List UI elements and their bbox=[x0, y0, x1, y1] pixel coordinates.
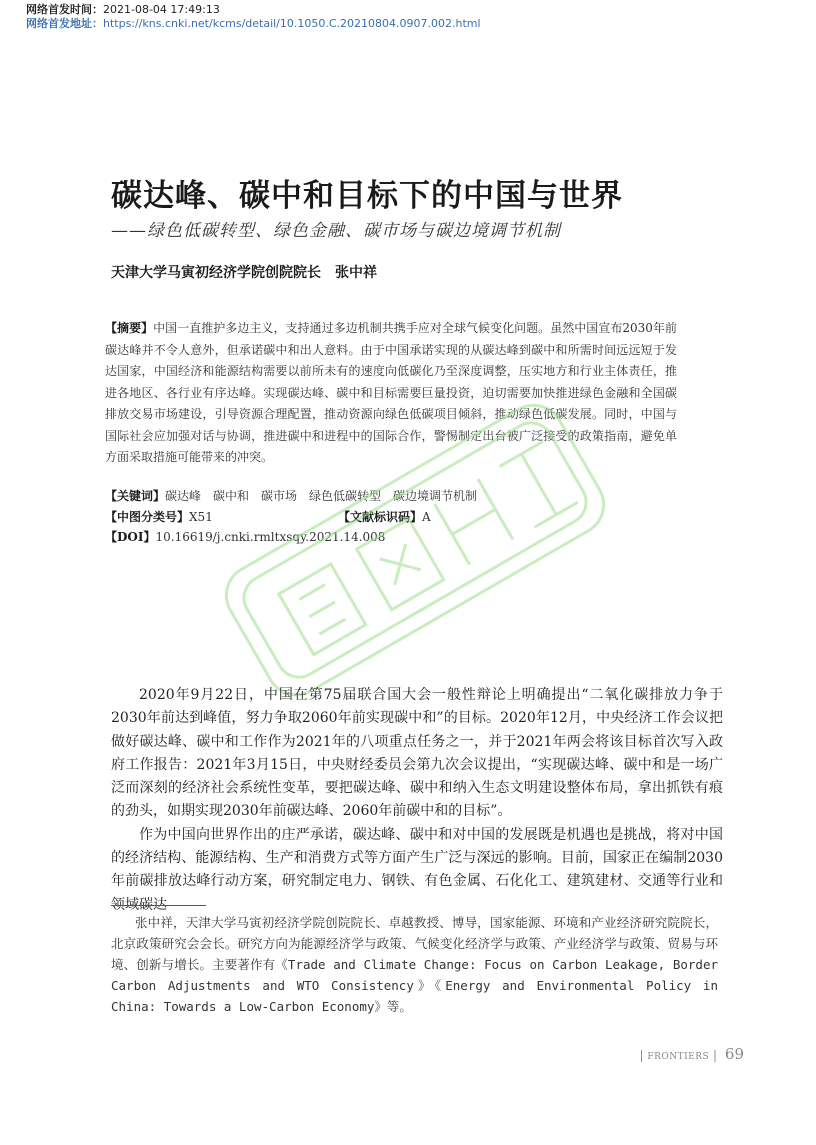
body-text bbox=[111, 684, 723, 917]
document-code-line bbox=[338, 508, 431, 525]
document-code-label: 【文献标识码】 bbox=[338, 510, 423, 524]
abstract-text: 中国一直推护多边主义，支持通过多边机制共携手应对全球气候变化问题。虽然中国宣布2030年前碳达峰并不令人意外，但承诺碳中和出人意料。由于中国承诺实现的从碳达峰到碳中和所需时间远远短于发达国家，中国经济和能源结构需要以前所未有的速度向低碳化乃至深度调整，压实地方和行业主体责任，推进各地区、各行业有序达峰。实现碳达峰、碳中和目标需要巨量投资，迫切需要加快推进绿色金融和全国碳排放交易市场建设，引导资源合理配置，推动资源向绿色低碳项目倾斜，推动绿色低碳发展。同时，中国与国际社会应加强对话与协调，推进碳中和进程中的国际合作，警惕制定出台被广泛接受的政策指南，避免单方面采取措施可能带来的冲突。 bbox=[105, 321, 677, 464]
classification-line bbox=[105, 508, 213, 525]
publish-time-label: 网络首发时间： bbox=[26, 3, 103, 16]
publish-time-value: 2021-08-04 17:49:13 bbox=[103, 3, 220, 16]
footer-bar-left: | bbox=[639, 1048, 644, 1062]
publish-address-label: 网络首发地址： bbox=[26, 17, 103, 30]
article-author: 天津大学马寅初经济学院创院院长 张中祥 bbox=[111, 265, 377, 281]
body-paragraph-1: 2020年9月22日，中国在第75届联合国大会一般性辩论上明确提出“二氧化碳排放力争于2030年前达到峰值，努力争取2060年前实现碳中和”的目标。2020年12月，中央经济工作会议把做好碳达峰、碳中和工作作为2021年的八项重点任务之一，并于2021年两会将该目标首次写入政府工作报告：2021年3月15日，中央财经委员会第九次会议提出，“实现碳达峰、碳中和是一场广泛而深刻的经济社会系统性变革，要把碳达峰、碳中和纳入生态文明建设整体布局，拿出抓铁有痕的劲头，如期实现2030年前碳达峰、2060年前碳中和的目标”。 bbox=[111, 687, 723, 820]
doi-line bbox=[105, 528, 385, 545]
document-code-value: A bbox=[422, 510, 431, 524]
classification-value: X51 bbox=[189, 510, 213, 524]
doi-value: 10.16619/j.cnki.rmltxsqy.2021.14.008 bbox=[155, 530, 386, 544]
classification-label: 【中图分类号】 bbox=[105, 510, 190, 524]
doi-label: 【DOI】 bbox=[105, 530, 156, 544]
abstract bbox=[105, 318, 677, 469]
page-footer bbox=[639, 1045, 744, 1063]
publish-address-row bbox=[26, 17, 481, 31]
author-footnote bbox=[111, 912, 718, 1017]
article-subtitle: ——绿色低碳转型、绿色金融、碳市场与碳边境调节机制 bbox=[111, 221, 561, 241]
footer-journal: FRONTIERS bbox=[647, 1052, 710, 1062]
footnote-text: 张中祥，天津大学马寅初经济学院创院院长、卓越教授、博导，国家能源、环境和产业经济研究院院长，北京政策研究会会长。研究方向为能源经济学与政策、气候变化经济学与政策、产业经济学与政策、贸易与环境、创新与增长。主要著作有《Trade and Climate Change: Focus on Carbon Leakage, Border Carbon Adjustments and WTO Consistency》《Energy and Environmental Policy in China: Towards a Low-Carbon Economy》等。 bbox=[111, 915, 718, 1014]
network-publish-meta bbox=[26, 3, 481, 31]
keywords-label: 【关键词】 bbox=[105, 489, 166, 503]
footnote-divider bbox=[111, 905, 206, 906]
publish-address-link[interactable]: https://kns.cnki.net/kcms/detail/10.1050.C.20210804.0907.002.html bbox=[103, 17, 481, 30]
publish-time-row bbox=[26, 3, 481, 17]
abstract-label: 【摘要】 bbox=[105, 321, 154, 335]
body-paragraph-2: 作为中国向世界作出的庄严承诺，碳达峰、碳中和对中国的发展既是机遇也是挑战，将对中国的经济结构、能源结构、生产和消费方式等方面产生广泛与深远的影响。目前，国家正在编制2030年前碳排放达峰行动方案，研究制定电力、钢铁、有色金属、石化化工、建筑建材、交通等行业和领域碳达 bbox=[111, 826, 723, 913]
keywords-text: 碳达峰 碳中和 碳市场 绿色低碳转型 碳边境调节机制 bbox=[165, 489, 478, 503]
keywords-line bbox=[105, 487, 477, 504]
page-number: 69 bbox=[724, 1045, 744, 1063]
article-title: 碳达峰、碳中和目标下的中国与世界 bbox=[111, 178, 623, 214]
footer-bar-right: | bbox=[713, 1048, 718, 1062]
